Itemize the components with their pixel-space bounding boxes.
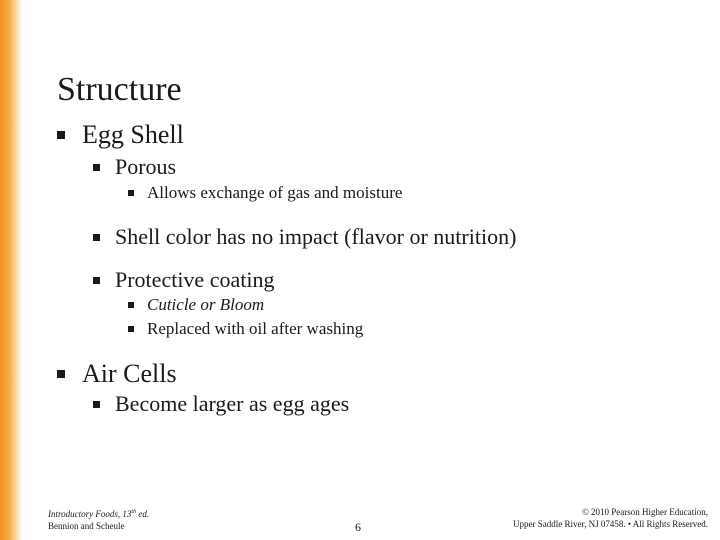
bullet-replaced	[128, 319, 363, 339]
bullet-text: Air Cells	[82, 359, 177, 388]
bullet-egg-shell	[57, 120, 184, 150]
bullet-text: Cuticle or Bloom	[147, 295, 265, 314]
square-bullet-icon	[128, 190, 134, 196]
edition-suffix: ed.	[136, 509, 150, 519]
bullet-porous	[93, 154, 176, 180]
square-bullet-icon	[128, 326, 134, 332]
book-title: Introductory Foods, 13	[48, 509, 132, 519]
square-bullet-icon	[128, 302, 134, 308]
copyright-line-1: © 2010 Pearson Higher Education,	[581, 507, 708, 517]
bullet-allows-exchange	[128, 183, 402, 203]
bullet-text: Shell color has no impact (flavor or nutrition)	[115, 224, 517, 249]
page-number: 6	[355, 520, 361, 534]
accent-stripe	[0, 0, 22, 540]
bullet-text: Become larger as egg ages	[115, 391, 350, 416]
bullet-become-larger	[93, 391, 349, 417]
bullet-text: Egg Shell	[82, 120, 184, 149]
bullet-protective-coating	[93, 267, 274, 293]
square-bullet-icon	[93, 277, 100, 284]
bullet-air-cells	[57, 359, 177, 389]
square-bullet-icon	[57, 131, 65, 139]
square-bullet-icon	[57, 370, 65, 378]
bullet-text: Allows exchange of gas and moisture	[147, 183, 403, 202]
authors: Bennion and Scheule	[48, 521, 125, 531]
bullet-cuticle	[128, 295, 264, 315]
square-bullet-icon	[93, 234, 100, 241]
square-bullet-icon	[93, 401, 100, 408]
bullet-text: Replaced with oil after washing	[147, 319, 364, 338]
footer-citation	[48, 506, 149, 532]
bullet-shell-color	[93, 224, 516, 250]
edition-superscript: th	[131, 509, 137, 515]
bullet-text: Protective coating	[115, 267, 275, 292]
slide-title: Structure	[57, 71, 182, 108]
square-bullet-icon	[93, 164, 100, 171]
copyright-line-2: Upper Saddle River, NJ 07458. • All Rights Reserved.	[512, 519, 708, 529]
footer-copyright	[513, 506, 708, 530]
bullet-text: Porous	[115, 154, 177, 179]
